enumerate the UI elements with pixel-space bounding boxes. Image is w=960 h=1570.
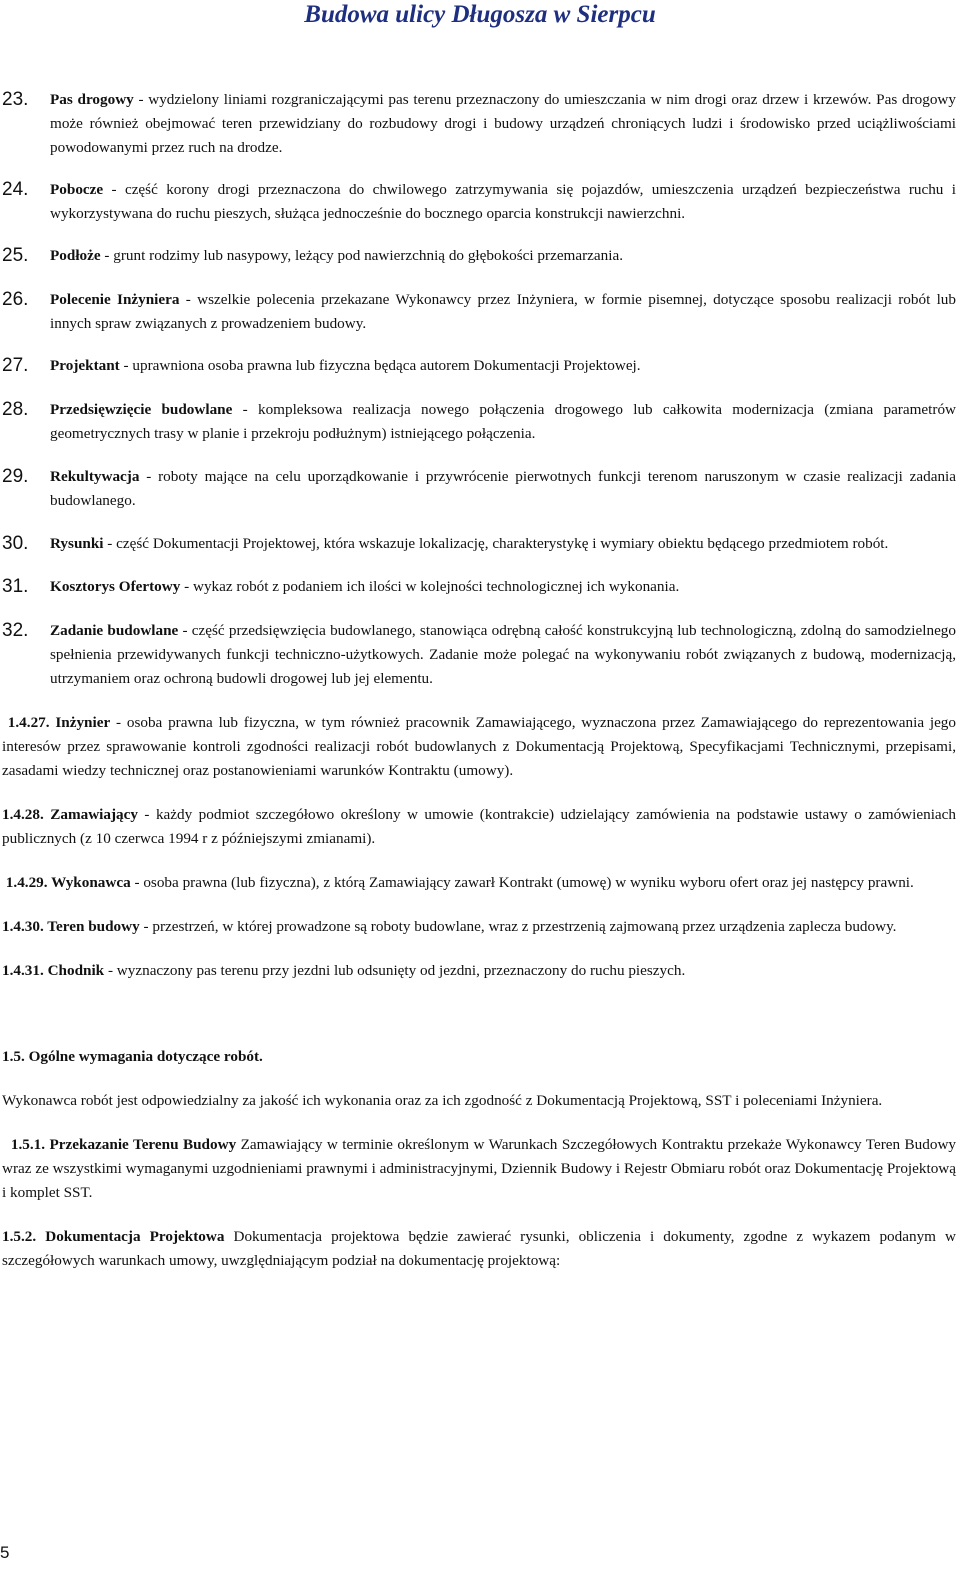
- definition-item: [2, 619, 956, 691]
- definition-body: [50, 575, 956, 599]
- paragraph-text: - wyznaczony pas terenu przy jezdni lub odsunięty od jezdni, przeznaczony do ruchu pieszych.: [104, 962, 686, 979]
- definition-item: [2, 532, 956, 556]
- definition-body: [50, 354, 956, 378]
- definition-body: [50, 88, 956, 160]
- subsection-text: Zamawiający w terminie określonym w Warunkach Szczegółowych Kontraktu przekaże Wykonawcy Teren Budowy wraz ze wszystkimi wymaganymi uzgodnieniami prawnymi i administracyjnymi, Dziennik Budowy i Rejestr Obmiaru robót oraz Dokumentację Projektową i komplet SST.: [2, 1136, 957, 1201]
- definition-text: - uprawniona osoba prawna lub fizyczna będąca autorem Dokumentacji Projektowej.: [119, 357, 641, 374]
- paragraph-term: Teren budowy: [43, 918, 140, 935]
- document-header-title: Budowa ulicy Długosza w Sierpcu: [304, 1, 656, 28]
- section-intro: Wykonawca robót jest odpowiedzialny za jakość ich wykonania oraz za ich zgodność z Dokumentacją Projektową, SST i poleceniami Inżyniera.: [2, 1092, 883, 1109]
- page-number: 5: [0, 1543, 10, 1562]
- paragraph-number: 1.4.30.: [2, 918, 44, 935]
- paragraph-number: 1.4.27.: [2, 714, 50, 731]
- definition-number: 29.: [2, 466, 29, 487]
- definition-number: 32.: [2, 620, 29, 641]
- definition-term: Podłoże: [50, 247, 101, 264]
- paragraph-term: Inżynier: [49, 714, 111, 731]
- definition-item: [2, 178, 956, 226]
- definition-text: - grunt rodzimy lub nasypowy, leżący pod nawierzchnią do głębokości przemarzania.: [100, 247, 623, 264]
- definition-body: [50, 244, 956, 268]
- definition-item: [2, 354, 956, 378]
- definition-number: 30.: [2, 533, 29, 554]
- definition-text: - roboty mające na celu uporządkowanie i przywrócenie pierwotnych funkcji terenom naruszonym w czasie realizacji zadania budowlanego.: [50, 468, 956, 509]
- subsection-heading: 1.5.1. Przekazanie Terenu Budowy: [2, 1136, 237, 1153]
- paragraph-term: Zamawiający: [43, 806, 138, 823]
- definition-text: - wydzielony liniami rozgraniczającymi pas terenu przeznaczony do umieszczania w nim drogi oraz drzew i krzewów. Pas drogowy może również obejmować teren przewidziany do rozbudowy drogi i budowy urządzeń chroniących ludzi i środowisko przed uciążliwościami powodowanymi przez ruch na drodze.: [50, 91, 956, 156]
- definition-body: [50, 398, 956, 446]
- paragraph-number: 1.4.31: [2, 962, 40, 979]
- paragraph-number: 1.4.28.: [2, 806, 44, 823]
- subsection-text: Dokumentacja projektowa będzie zawierać rysunki, obliczenia i dokumenty, zgodne z wykazem podanym w szczegółowych warunkach umowy, uwzględniającym podział na dokumentację projektową:: [2, 1228, 956, 1269]
- definition-body: [50, 465, 956, 513]
- definition-body: [50, 288, 956, 336]
- definition-number: 27.: [2, 355, 29, 376]
- definition-item: [2, 244, 956, 268]
- numbered-paragraph: [2, 915, 956, 939]
- subsection-paragraph: [2, 1133, 956, 1205]
- definition-term: Rekultywacja: [50, 468, 140, 485]
- numbered-paragraph: [2, 711, 956, 783]
- definition-text: - część Dokumentacji Projektowej, która wskazuje lokalizację, charakterystykę i wymiary obiektu będącego przedmiotem robót.: [103, 535, 889, 552]
- paragraph-term: . Chodnik: [39, 962, 105, 979]
- definition-item: [2, 88, 956, 160]
- document-body: [2, 88, 956, 1273]
- numbered-paragraph: [2, 803, 956, 851]
- definition-item: [2, 465, 956, 513]
- paragraph-term: Wykonawca: [47, 874, 131, 891]
- definition-term: Kosztorys Ofertowy: [50, 578, 181, 595]
- definition-body: [50, 619, 956, 691]
- definition-text: - kompleksowa realizacja nowego połączenia drogowego lub całkowita modernizacja (zmiana parametrów geometrycznych trasy w planie i przekroju podłużnym) istniejącego połączenia.: [50, 401, 957, 442]
- paragraph-text: - przestrzeń, w której prowadzone są roboty budowlane, wraz z przestrzenią zajmowaną przez urządzenia zaplecza budowy.: [139, 918, 897, 935]
- definition-text: - wszelkie polecenia przekazane Wykonawcy przez Inżyniera, w formie pisemnej, dotyczące sposobu realizacji robót lub innych spraw związanych z prowadzeniem budowy.: [50, 291, 956, 332]
- definition-body: [50, 178, 956, 226]
- definition-item: [2, 575, 956, 599]
- definition-term: Polecenie Inżyniera: [50, 291, 180, 308]
- definition-term: Pobocze: [50, 181, 104, 198]
- definition-text: - część przedsięwzięcia budowlanego, stanowiąca odrębną całość konstrukcyjną lub technologiczną, zdolną do samodzielnego spełnienia przewidywanych funkcji techniczno-użytkowych. Zadanie może polegać na wykonywaniu robót związanych z budową, modernizacją, utrzymaniem oraz ochroną budowli drogowej lub jej elementu.: [50, 622, 956, 687]
- subsection-paragraph: [2, 1225, 956, 1273]
- definition-number: 24.: [2, 179, 29, 200]
- definition-number: 28.: [2, 399, 29, 420]
- definition-term: Zadanie budowlane: [50, 622, 179, 639]
- definition-body: [50, 532, 956, 556]
- definition-term: Pas drogowy: [50, 91, 134, 108]
- subsection-heading: 1.5.2. Dokumentacja Projektowa: [2, 1228, 225, 1245]
- definition-number: 23.: [2, 89, 29, 110]
- definition-item: [2, 288, 956, 336]
- definition-number: 31.: [2, 576, 29, 597]
- paragraph-text: - każdy podmiot szczegółowo określony w umowie (kontrakcie) udzielający zamówienia na podstawie ustawy o zamówieniach publicznych (z 10 czerwca 1994 r z późniejszymi zmianami).: [2, 806, 956, 847]
- numbered-paragraph: [2, 959, 956, 983]
- definition-number: 25.: [2, 245, 29, 266]
- definition-term: Przedsięwzięcie budowlane: [50, 401, 233, 418]
- definition-text: - część korony drogi przeznaczona do chwilowego zatrzymywania się pojazdów, umieszczenia urządzeń bezpieczeństwa ruchu i wykorzystywana do ruchu pieszych, służąca jednocześnie do bocznego oparcia konstrukcji nawierzchni.: [50, 181, 956, 222]
- definition-item: [2, 398, 956, 446]
- definition-term: Projektant: [50, 357, 120, 374]
- paragraph-text: - osoba prawna lub fizyczna, w tym również pracownik Zamawiającego, wyznaczona przez Zamawiającego do reprezentowania jego interesów przez sprawowanie kontroli zgodności realizacji robót budowlanych z Dokumentacją Projektową, Specyfikacjami Technicznymi, przepisami, zasadami wiedzy technicznej oraz postanowieniami warunków Kontraktu (umowy).: [2, 714, 956, 779]
- numbered-paragraph: [2, 871, 956, 895]
- definition-term: Rysunki: [50, 535, 104, 552]
- definition-number: 26.: [2, 289, 29, 310]
- paragraph-number: 1.4.29.: [2, 874, 48, 891]
- paragraph-text: - osoba prawna (lub fizyczna), z którą Zamawiający zawarł Kontrakt (umowę) w wyniku wyboru ofert oraz jej następcy prawni.: [130, 874, 914, 891]
- definition-text: - wykaz robót z podaniem ich ilości w kolejności technologicznej ich wykonania.: [180, 578, 680, 595]
- section-heading: 1.5. Ogólne wymagania dotyczące robót.: [2, 1048, 263, 1065]
